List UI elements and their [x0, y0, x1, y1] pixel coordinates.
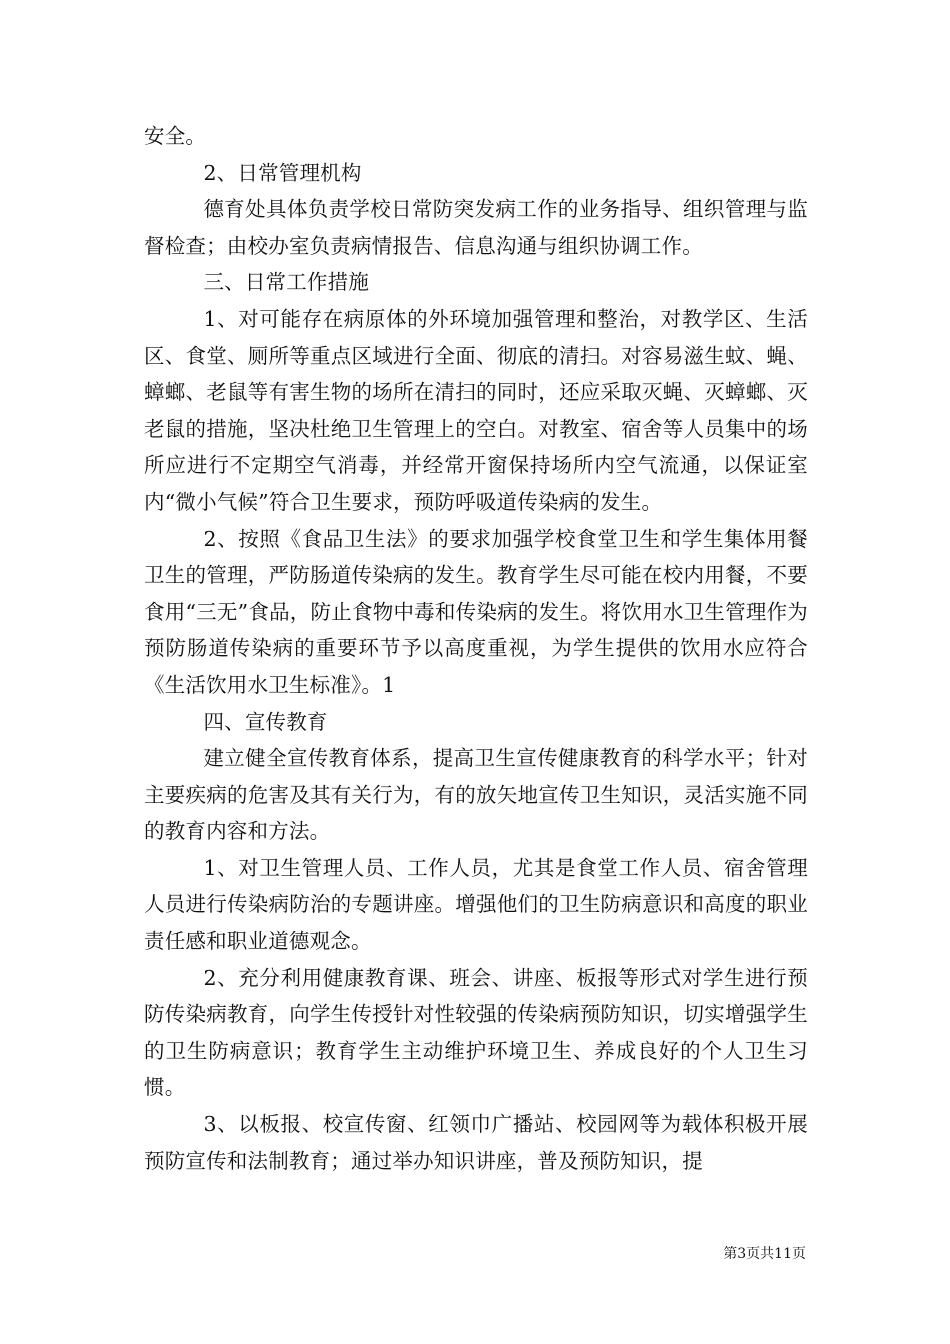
paragraph-continuation: 安全。 — [144, 124, 207, 148]
paragraph: 德育处具体负责学校日常防突发病工作的业务指导、组织管理与监督检查；由校办室负责病情报告、信息沟通与组织协调工作。 — [144, 197, 808, 258]
paragraph: 3、以板报、校宣传窗、红领巾广播站、校园网等为载体积极开展预防宣传和法制教育；通过举办知识讲座，普及预防知识，提 — [144, 1112, 808, 1173]
paragraph: 2、按照《食品卫生法》的要求加强学校食堂卫生和学生集体用餐卫生的管理，严防肠道传染病的发生。教育学生尽可能在校内用餐，不要食用“三无”食品，防止食物中毒和传染病的发生。将饮用水卫生管理作为预防肠道传染病的重要环节予以高度重视，为学生提供的饮用水应符合《生活饮用水卫生标准》。1 — [144, 526, 808, 697]
paragraph: 1、对卫生管理人员、工作人员，尤其是食堂工作人员、宿舍管理人员进行传染病防治的专题讲座。增强他们的卫生防病意识和高度的职业责任感和职业道德观念。 — [144, 855, 808, 954]
paragraph: 建立健全宣传教育体系，提高卫生宣传健康教育的科学水平；针对主要疾病的危害及其有关行为，有的放矢地宣传卫生知识，灵活实施不同的教育内容和方法。 — [144, 746, 808, 844]
paragraph: 1、对可能存在病原体的外环境加强管理和整治，对教学区、生活区、食堂、厕所等重点区域进行全面、彻底的清扫。对容易滋生蚊、蝇、蟑螂、老鼠等有害生物的场所在清扫的同时，还应采取灭蝇、灭蟑螂、灭老鼠的措施，坚决杜绝卫生管理上的空白。对教室、宿舍等人员集中的场所应进行不定期空气消毒，并经常开窗保持场所内空气流通，以保证室内“微小气候”符合卫生要求，预防呼吸道传染病的发生。 — [144, 306, 808, 514]
paragraph: 2、充分利用健康教育课、班会、讲座、板报等形式对学生进行预防传染病教育，向学生传授针对性较强的传染病预防知识，切实增强学生的卫生防病意识；教育学生主动维护环境卫生、养成良好的个人卫生习惯。 — [144, 965, 808, 1100]
document-body — [144, 118, 808, 1179]
section-heading-daily-measures: 三、日常工作措施 — [203, 270, 370, 295]
section-heading-publicity-education: 四、宣传教育 — [203, 709, 328, 734]
page-number-footer: 第3页共11页 — [723, 1246, 806, 1262]
heading-daily-management-agency: 2、日常管理机构 — [203, 160, 362, 185]
